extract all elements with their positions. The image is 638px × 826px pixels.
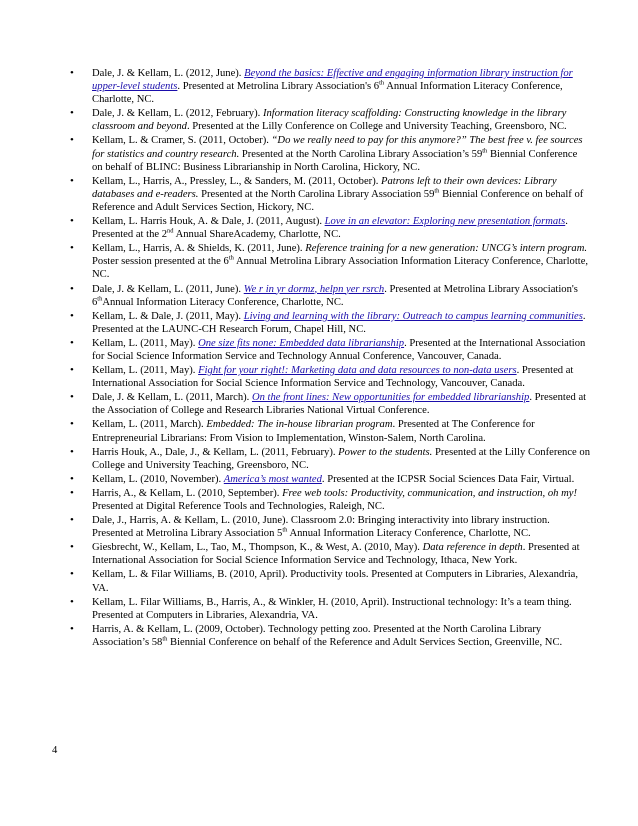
reference-item <box>70 596 590 622</box>
ordinal-superscript: nd <box>167 227 174 235</box>
citation-text: Dale, J. & Kellam, L. (2012, February). <box>92 108 263 120</box>
bullet-icon: • <box>70 472 74 485</box>
reference-item <box>70 337 590 363</box>
citation-text: . Presented at International Association for Social Science Information Service and Technology, Ithaca, New York. <box>92 542 580 567</box>
citation-text: Kellam, L. Harris Houk, A. & Dale, J. (2011, August). <box>92 216 325 228</box>
presentation-title-link[interactable]: Love in an elevator: Exploring new presentation formats <box>324 216 566 228</box>
citation-text: Dale, J., Harris, A. & Kellam, L. (2010, June). Classroom 2.0: Bringing interactivity into library instruction. Presented at Metrolina Library Association 5 <box>92 515 550 540</box>
citation-text: Biennial Conference on behalf of BLINC: Business Librarianship in North Carolina, Hickory, NC. <box>92 148 578 173</box>
bullet-icon: • <box>70 568 74 581</box>
bullet-icon: • <box>70 541 74 554</box>
citation-text: Kellam, L. & Filar Williams, B. (2010, April). Productivity tools. Presented at Computers in Libraries, Alexandria, VA. <box>92 569 579 594</box>
presentation-title: Reference training for a new generation: UNCG’s intern program. <box>305 243 588 255</box>
presentations-list <box>70 67 590 650</box>
presentation-title: Patrons left to their own devices: Library databases and e-readers. <box>92 175 557 200</box>
reference-item <box>70 514 590 540</box>
ordinal-superscript: th <box>97 295 103 303</box>
bullet-icon: • <box>70 134 74 147</box>
citation-text: Biennial Conference on behalf of the Reference and Adult Services Section, Greenville, NC. <box>167 636 563 648</box>
reference-item <box>70 242 590 281</box>
bullet-icon: • <box>70 242 74 255</box>
citation-text: Dale, J. & Kellam, L. (2011, March). <box>92 392 252 404</box>
ordinal-superscript: th <box>434 187 440 195</box>
citation-text: . Presented at the Association of College and Research Libraries National Virtual Conference. <box>92 392 587 417</box>
bullet-icon: • <box>70 336 74 349</box>
reference-item <box>70 283 590 309</box>
presentation-title: Information literacy scaffolding: Constructing knowledge in the library classroom and beyond <box>92 108 567 133</box>
reference-item <box>70 541 590 567</box>
presentation-title: Embedded: The in-house librarian program <box>206 419 393 431</box>
bullet-icon: • <box>70 309 74 322</box>
citation-text: Kellam, L. & Cramer, S. (2011, October). <box>92 135 272 147</box>
page-number: 4 <box>52 745 58 756</box>
ordinal-superscript: th <box>228 254 234 262</box>
reference-item <box>70 134 590 173</box>
citation-text: Biennial Conference on behalf of Reference and Adult Services Section, Hickory, NC. <box>92 188 584 213</box>
presentation-title: Power to the students. <box>338 446 433 458</box>
presentation-title: Data reference in depth <box>422 542 523 554</box>
presentation-title-link[interactable]: America’s most wanted <box>223 473 322 485</box>
citation-text: Annual Information Literacy Conference, Charlotte, NC. <box>92 81 563 106</box>
citation-text: Dale, J. & Kellam, L. (2012, June). <box>92 68 245 79</box>
citation-text: Annual Metrolina Library Association Information Literacy Conference, Charlotte, NC. <box>92 256 589 281</box>
citation-text: Harris Houk, A., Dale, J., & Kellam, L. (2011, February). <box>92 446 339 458</box>
reference-item <box>70 215 590 241</box>
citation-text: Kellam, L. (2011, March). <box>92 419 207 431</box>
presentation-title: “Do we really need to pay for this anymore?” The best free v. fee sources for statistics and country research. <box>92 135 583 160</box>
bullet-icon: • <box>70 486 74 499</box>
citation-text: Annual Information Literacy Conference, Charlotte, NC. <box>287 528 531 540</box>
reference-item <box>70 107 590 133</box>
citation-text: . Presented at the LAUNC-CH Research Forum, Chapel Hill, NC. <box>92 310 586 335</box>
reference-item <box>70 473 590 486</box>
bullet-icon: • <box>70 514 74 527</box>
citation-text: Annual Information Literacy Conference, Charlotte, NC. <box>102 296 344 308</box>
citation-text: Kellam, L. & Dale, J. (2011, May). <box>92 310 244 322</box>
citation-text: . Presented at the Lilly Conference on College and University Teaching, Greensboro, NC. <box>186 121 567 133</box>
citation-text: Presented at the North Carolina Library Association’s 59 <box>239 148 483 160</box>
presentation-title-link[interactable]: We r in yr dormz, helpn yer rsrch <box>243 283 385 295</box>
citation-text: Kellam, L., Harris, A., Pressley, L., & Sanders, M. (2011, October). <box>92 175 382 187</box>
reference-item <box>70 310 590 336</box>
citation-text: . Presented at Metrolina Library Association's 6 <box>177 81 380 93</box>
reference-item <box>70 67 590 106</box>
citation-text: Giesbrecht, W., Kellam, L., Tao, M., Thompson, K., & West, A. (2010, May). <box>92 542 423 554</box>
citation-text: . Presented at Metrolina Library Association's 6 <box>92 283 578 308</box>
citation-text: Presented at the North Carolina Library Association 59 <box>198 188 435 200</box>
citation-text: . Presented at International Association for Social Science Information Service and Technology, Vancouver, Canada. <box>92 365 574 390</box>
reference-item <box>70 568 590 594</box>
presentation-title: Free web tools: Productivity, communication, and instruction, oh my! <box>282 487 577 499</box>
presentation-title-link[interactable]: On the front lines: New opportunities for embedded librarianship <box>251 392 530 404</box>
ordinal-superscript: th <box>162 635 168 643</box>
reference-item <box>70 364 590 390</box>
reference-item <box>70 623 590 649</box>
citation-text: Kellam, L. Filar Williams, B., Harris, A., & Winkler, H. (2010, April). Instructional technology: It’s a team thing. Presented at Computers in Libraries, Alexandria, VA. <box>92 596 572 621</box>
bullet-icon: • <box>70 107 74 120</box>
bullet-icon: • <box>70 391 74 404</box>
bullet-icon: • <box>70 418 74 431</box>
citation-text: Poster session presented at the 6 <box>92 256 229 268</box>
bullet-icon: • <box>70 215 74 228</box>
ordinal-superscript: th <box>379 79 385 87</box>
reference-item <box>70 175 590 214</box>
bullet-icon: • <box>70 445 74 458</box>
citation-text: . Presented at the 2 <box>92 216 568 241</box>
citation-text: Presented at Digital Reference Tools and Technologies, Raleigh, NC. <box>92 501 385 512</box>
citation-text: Kellam, L. (2010, November). <box>92 473 224 485</box>
bullet-icon: • <box>70 622 74 635</box>
reference-item <box>70 391 590 417</box>
reference-item <box>70 446 590 472</box>
bullet-icon: • <box>70 595 74 608</box>
citation-text: . Presented at the ICPSR Social Sciences Data Fair, Virtual. <box>321 473 575 485</box>
citation-text: Harris, A. & Kellam, L. (2009, October). Technology petting zoo. Presented at the North Carolina Library Association’s 58 <box>92 623 542 648</box>
presentation-title-link[interactable]: One size fits none: Embedded data librarianship <box>198 337 405 349</box>
presentation-title-link[interactable]: Beyond the basics: Effective and engaging information library instruction for upper-level students <box>92 68 573 93</box>
citation-text: Annual ShareAcademy, Charlotte, NC. <box>173 229 341 241</box>
bullet-icon: • <box>70 364 74 377</box>
reference-item <box>70 487 590 513</box>
presentation-title-link[interactable]: Fight for your right!: Marketing data and data resources to non-data users <box>198 365 517 377</box>
citation-text: Harris, A., & Kellam, L. (2010, September). <box>92 487 283 499</box>
bullet-icon: • <box>70 67 74 79</box>
citation-text: . Presented at the International Association for Social Science Information Service and Technology Annual Conference, Vancouver, Canada. <box>92 337 586 362</box>
citation-text: Presented at the Lilly Conference on College and University Teaching, Greensboro, NC. <box>92 446 591 471</box>
reference-item <box>70 418 590 444</box>
citation-text: Kellam, L. (2011, May). <box>92 337 199 349</box>
ordinal-superscript: th <box>282 526 288 534</box>
bullet-icon: • <box>70 282 74 295</box>
ordinal-superscript: th <box>482 147 488 155</box>
bullet-icon: • <box>70 174 74 187</box>
citation-text: . Presented at The Conference for Entrepreneurial Librarians: From Vision to Implementation, Winston-Salem, North Carolina. <box>92 419 535 444</box>
presentation-title-link[interactable]: Living and learning with the library: Outreach to campus learning communities <box>243 310 583 322</box>
citation-text: Kellam, L. (2011, May). <box>92 365 199 377</box>
citation-text: Kellam, L., Harris, A. & Shields, K. (2011, June). <box>92 243 306 255</box>
citation-text: Dale, J. & Kellam, L. (2011, June). <box>92 283 244 295</box>
